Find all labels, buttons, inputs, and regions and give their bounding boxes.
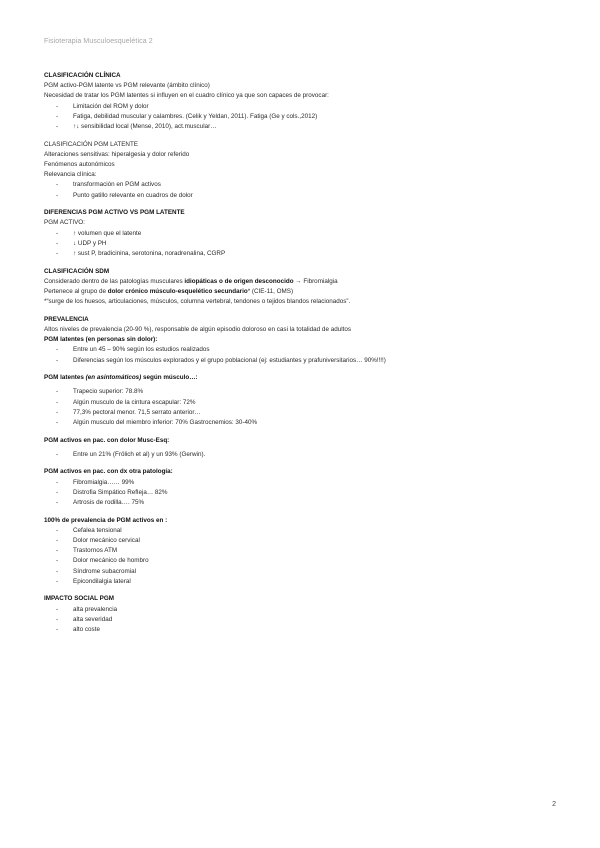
list-item: - Algún musculo de la cintura escapular: 72% [44, 398, 564, 408]
list-item: - 77,3% pectoral menor. 71,5 serrato anterior… [44, 408, 564, 418]
list-item: - Limitación del ROM y dolor [44, 102, 564, 112]
text-run: PGM latentes [44, 374, 86, 382]
list-item: - ↓ UDP y PH [44, 239, 564, 249]
list-item: - Fatiga, debilidad muscular y calambres. (Celik y Yeldan, 2011). Fatiga (Ge y cols.,2012) [44, 112, 564, 122]
section-title-prevalencia: PREVALENCIA [44, 315, 89, 323]
list-item: - alta severidad [44, 615, 564, 625]
list-item: - Trapecio superior: 78.8% [44, 387, 564, 397]
bullet-list [44, 526, 564, 587]
text-run: Pertenece al grupo de [44, 288, 108, 296]
list-item: - ↑↓ sensibilidad local (Mense, 2010), act.muscular… [44, 122, 564, 132]
section-title-clasificacion-clinica: CLASIFICACIÓN CLÍNICA [44, 72, 121, 79]
paragraph: PGM ACTIVO: [44, 219, 85, 227]
bullet-list [44, 102, 564, 133]
paragraph: PGM activo-PGM latente vs PGM relevante (ámbito clínico) [44, 82, 210, 90]
subheading-activos-dolor: PGM activos en pac. con dolor Musc-Esq: [44, 436, 170, 444]
paragraph: Altos niveles de prevalencia (20-90 %), responsable de algún episodio doloroso en casi la totalidad de adultos [44, 326, 351, 334]
paragraph: Relevancia clínica: [44, 171, 97, 179]
paragraph [44, 287, 564, 297]
bullet-list [44, 450, 564, 460]
list-item: - Trastornos ATM [44, 546, 564, 556]
subheading-latentes-musculo [44, 373, 564, 383]
page-number: 2 [552, 801, 556, 808]
paragraph: Alteraciones sensitivas: hiperalgesia y dolor referido [44, 150, 190, 158]
text-run-bold: idiopáticas o de origen desconocido [184, 277, 294, 285]
text-run: Considerado dentro de las patologías musculares [44, 277, 185, 285]
page-content [44, 71, 564, 635]
list-item: - alto coste [44, 625, 564, 635]
list-item: - Distrofia Simpático Refleja… 82% [44, 488, 564, 498]
bullet-list [44, 478, 564, 509]
text-run-bold: dolor crónico músculo-esquelético secundario [107, 288, 248, 296]
bullet-list [44, 229, 564, 260]
page-header: Fisioterapia Musculoesquelética 2 [44, 38, 153, 45]
paragraph [44, 277, 564, 287]
subheading-activos-patologia: PGM activos en pac. con dx otra patología: [44, 468, 173, 476]
list-item: - alta prevalencia [44, 605, 564, 615]
list-item: - Entre un 45 – 90% según los estudios realizados [44, 345, 564, 355]
list-item: - Artrosis de rodilla…. 75% [44, 498, 564, 508]
list-item: - ↑ sust P, bradicinina, serotonina, noradrenalina, CGRP [44, 249, 564, 259]
list-item: - Punto gatillo relevante en cuadros de dolor [44, 191, 564, 201]
list-item: - ↑ volumen que el latente [44, 229, 564, 239]
text-run: * (CIE-11, OMS) [247, 288, 294, 296]
paragraph: *“surge de los huesos, articulaciones, músculos, columna vertebral, tendones o tejidos blandos relacionados”. [44, 298, 351, 306]
text-run-italic: (en asintomáticos) [85, 374, 142, 382]
bullet-list [44, 180, 564, 200]
subheading-cien-prevalencia: 100% de prevalencia de PGM activos en : [44, 516, 168, 524]
bullet-list [44, 605, 564, 636]
list-item: - Entre un 21% (Frölich et al) y un 93% (Gerwin). [44, 450, 564, 460]
list-item: - Epicondilalgia lateral [44, 577, 564, 587]
list-item: - Cefalea tensional [44, 526, 564, 536]
text-run: según músculo…: [141, 374, 198, 382]
section-title-sdm: CLASIFICACIÓN SDM [44, 267, 110, 275]
list-item: - Dolor mecánico cervical [44, 536, 564, 546]
list-item: - Diferencias según los músculos explorados y el grupo poblacional (ej: estudiantes y prafuniversitarios… 90%!!!!) [44, 356, 564, 366]
section-title-clasificacion-latente: CLASIFICACIÓN PGM LATENTE [44, 140, 139, 148]
subheading: PGM latentes (en personas sin dolor): [44, 336, 158, 344]
section-title-impacto: IMPACTO SOCIAL PGM [44, 595, 114, 603]
section-title-diferencias: DIFERENCIAS PGM ACTIVO VS PGM LATENTE [44, 209, 185, 217]
list-item: - Dolor mecánico de hombro [44, 556, 564, 566]
list-item: - Fibromialgia…… 99% [44, 478, 564, 488]
list-item: - Síndrome subacromial [44, 567, 564, 577]
paragraph: Fenómenos autonómicos [44, 161, 115, 169]
paragraph: Necesidad de tratar los PGM latentes si influyen en el cuadro clínico ya que son capaces de provocar: [44, 92, 329, 100]
bullet-list [44, 345, 564, 365]
bullet-list [44, 387, 564, 428]
text-run: → Fibromialgia [293, 277, 338, 285]
list-item: - transformación en PGM activos [44, 180, 564, 190]
list-item: - Algún musculo del miembro inferior: 70% Gastrocnemios: 30-40% [44, 418, 564, 428]
